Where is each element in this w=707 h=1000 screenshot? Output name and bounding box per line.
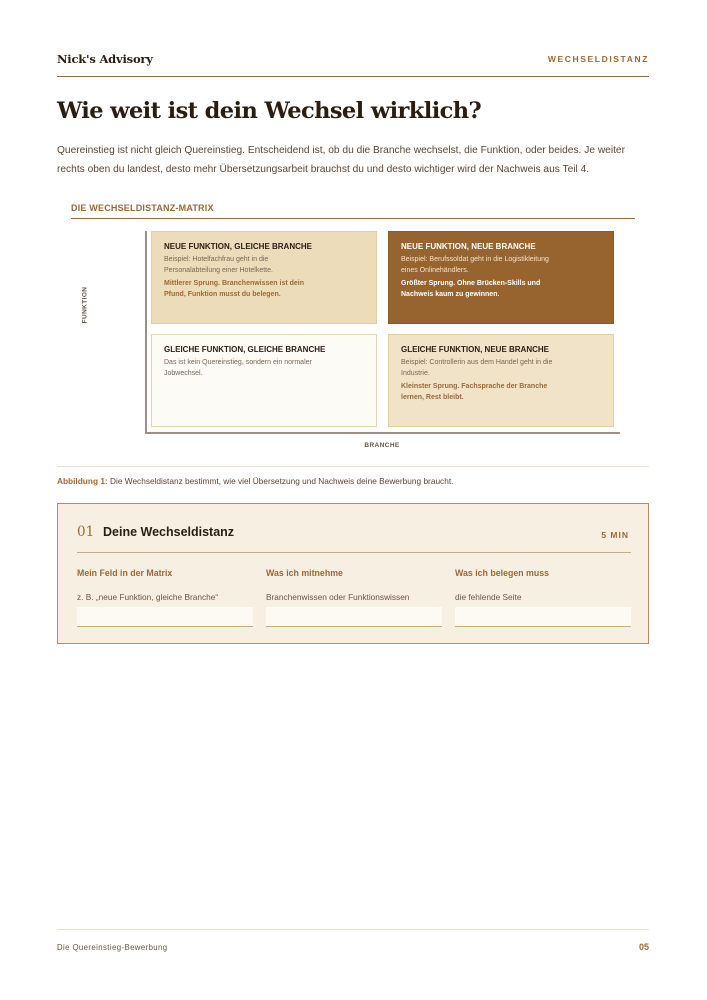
exercise-column-carry-over <box>266 568 442 627</box>
caption-text: Die Wechseldistanz bestimmt, wie viel Übersetzung und Nachweis deine Bewerbung braucht. <box>107 476 454 486</box>
exercise-column-proof <box>455 568 631 627</box>
section-tag: WECHSELDISTANZ <box>547 54 649 64</box>
quadrant-description: Beispiel: Berufssoldat geht in die Logistikleitung eines Onlinehändlers. <box>401 256 549 274</box>
quadrant-same-function-new-industry <box>388 334 614 427</box>
intro-paragraph: Quereinstieg ist nicht gleich Quereinstieg. Entscheidend ist, ob du die Branche wechselst, die Funktion, oder beides. Je weiter rechts oben du landest, desto mehr Übersetzungsarbeit brauchst du und desto wichtiger wird der Nachweis aus Teil 4. <box>57 145 625 175</box>
column-hint: Branchenwissen oder Funktionswissen <box>266 592 410 602</box>
quadrant-new-function-new-industry <box>388 231 614 324</box>
exercise-box <box>57 503 649 644</box>
figure-divider <box>57 466 649 467</box>
y-axis-label: FUNKTION <box>81 286 89 324</box>
matrix-field-input[interactable] <box>77 607 253 627</box>
x-axis-line <box>145 432 620 434</box>
column-hint: z. B. „neue Funktion, gleiche Branche“ <box>77 592 219 602</box>
proof-needed-input[interactable] <box>455 607 631 627</box>
column-label: Was ich mitnehme <box>266 568 343 578</box>
footer-divider <box>57 929 649 930</box>
quadrant-new-function-same-industry <box>151 231 377 324</box>
page-title: Wie weit ist dein Wechsel wirklich? <box>57 98 482 124</box>
quadrant-title: GLEICHE FUNKTION, NEUE BRANCHE <box>401 345 550 354</box>
quadrant-description: Beispiel: Controllerin aus dem Handel geht in die Industrie. <box>401 359 553 377</box>
x-axis-label: BRANCHE <box>364 442 400 449</box>
quadrant-same-function-same-industry <box>151 334 377 427</box>
quadrant-description: Das ist kein Quereinstieg, sondern ein normaler Jobwechsel. <box>164 359 312 377</box>
brand-name: Nick's Advisory <box>57 52 153 66</box>
page-header <box>57 52 649 77</box>
quadrant-description: Beispiel: Hotelfachfrau geht in die Personalabteilung einer Hotelkette. <box>164 256 273 274</box>
quadrant-note: Mittlerer Sprung. Branchenwissen ist dein Pfund, Funktion musst du belegen. <box>164 280 305 298</box>
quadrant-title: GLEICHE FUNKTION, GLEICHE BRANCHE <box>164 345 326 354</box>
carry-over-input[interactable] <box>266 607 442 627</box>
matrix-heading: DIE WECHSELDISTANZ-MATRIX <box>71 203 635 219</box>
column-label: Was ich belegen muss <box>455 568 550 578</box>
column-label: Mein Feld in der Matrix <box>77 568 173 578</box>
page-number: 05 <box>638 942 649 952</box>
column-hint: die fehlende Seite <box>455 592 522 602</box>
figure-caption <box>57 476 453 486</box>
exercise-number: 01 <box>77 524 95 540</box>
quadrant-title: NEUE FUNKTION, NEUE BRANCHE <box>401 242 536 251</box>
quadrant-note: Kleinster Sprung. Fachsprache der Branche lernen, Rest bleibt. <box>401 383 548 401</box>
exercise-divider <box>77 552 631 553</box>
y-axis-line <box>145 231 147 433</box>
exercise-title: Deine Wechseldistanz <box>103 525 235 539</box>
exercise-duration: 5 MIN <box>601 530 629 540</box>
exercise-column-field <box>77 568 253 627</box>
quadrant-title: NEUE FUNKTION, GLEICHE BRANCHE <box>164 242 313 251</box>
caption-label: Abbildung 1: <box>57 476 108 486</box>
quadrant-note: Größter Sprung. Ohne Brücken-Skills und Nachweis kaum zu gewinnen. <box>401 280 541 298</box>
footer-document-title: Die Quereinstieg-Bewerbung <box>57 943 168 952</box>
